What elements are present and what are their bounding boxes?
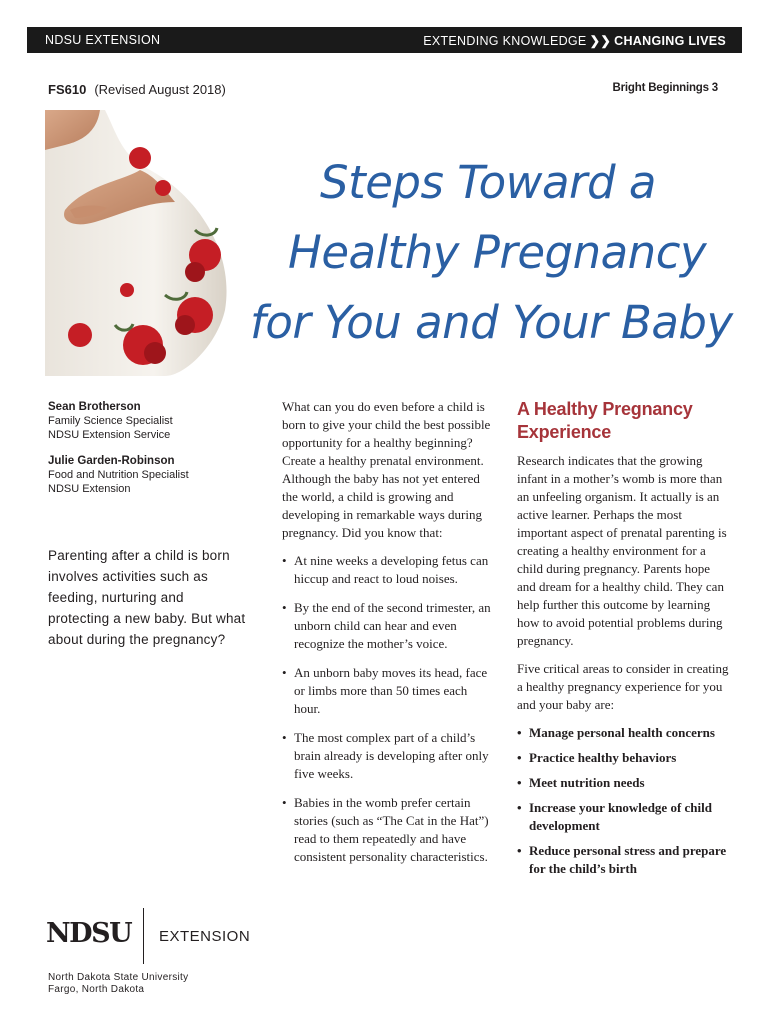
list-item: • By the end of the second trimester, an unborn child can hear and even recognize the mother’s voice. <box>282 599 494 653</box>
author-name: Sean Brotherson <box>48 401 141 413</box>
logo-extension: EXTENSION <box>159 928 251 945</box>
author-org: NDSU Extension Service <box>48 429 171 441</box>
list-item: • Practice healthy behaviors <box>517 749 729 767</box>
section-heading: A Healthy Pregnancy Experience <box>517 399 693 442</box>
tagline-left: EXTENDING KNOWLEDGE <box>423 34 587 48</box>
list-item: • Meet nutrition needs <box>517 774 729 792</box>
list-item: • Babies in the womb prefer certain stories (such as “The Cat in the Hat”) read to them repeatedly and have consistent personality characteristics. <box>282 794 494 866</box>
cover-photo <box>45 110 240 376</box>
list-item: • The most complex part of a child’s brain already is developing after only five weeks. <box>282 729 494 783</box>
university-location: Fargo, North Dakota <box>48 984 145 995</box>
header-bar <box>27 27 742 53</box>
author-org: NDSU Extension <box>48 483 131 495</box>
university-name: North Dakota State University <box>48 972 189 983</box>
areas-list <box>517 724 729 878</box>
title-line-1: Steps Toward a <box>320 156 656 209</box>
series-label: Bright Beginnings 3 <box>612 82 718 94</box>
authors <box>48 400 248 508</box>
pregnant-belly-photo-icon <box>45 110 240 376</box>
pull-quote: Parenting after a child is born involves activities such as feeding, nurturing and protecting a new baby. But what about during the pregnancy? <box>48 548 246 647</box>
author-name: Julie Garden-Robinson <box>48 455 175 467</box>
header-org: NDSU EXTENSION <box>45 33 161 47</box>
intro-column <box>282 398 494 877</box>
author-2 <box>48 454 248 496</box>
ndsu-extension-logo <box>46 908 261 964</box>
facts-list <box>282 552 494 866</box>
publication-code: FS610 <box>48 82 87 97</box>
intro-paragraph: What can you do even before a child is born to give your child the best possible opportunity for a healthy beginning? Create a healthy prenatal environment. Although the baby has not yet entered the world, a child is growing and developing in remarkable ways during pregnancy. Did you know that: <box>282 399 491 540</box>
title-line-3: for You and Your Baby <box>250 296 733 349</box>
footer-address <box>48 972 188 996</box>
header-tagline <box>423 33 726 48</box>
section-column <box>517 398 729 885</box>
list-item: • Reduce personal stress and prepare for the child’s birth <box>517 842 729 878</box>
author-role: Family Science Specialist <box>48 415 173 427</box>
list-item: • Manage personal health concerns <box>517 724 729 742</box>
list-item: • Increase your knowledge of child development <box>517 799 729 835</box>
revised-date: (Revised August 2018) <box>94 82 226 97</box>
title-line-2: Healthy Pregnancy <box>288 226 707 279</box>
list-item: • At nine weeks a developing fetus can hiccup and react to loud noises. <box>282 552 494 588</box>
publication-number <box>48 82 226 97</box>
section-paragraph-1: Research indicates that the growing infant in a mother’s womb is more than an unfeeling organism. It actually is an active learner. Perhaps the most important aspect of prenatal parenting is creating a healthy environment for a child during pregnancy. Parents hope and dream for a healthy child. They can help further this outcome by learning how to avoid potential problems during pregnancy. <box>517 453 727 648</box>
author-role: Food and Nutrition Specialist <box>48 469 189 481</box>
logo-ndsu: NDSU <box>46 918 132 949</box>
list-item: • An unborn baby moves its head, face or limbs more than 50 times each hour. <box>282 664 494 718</box>
tagline-right: CHANGING LIVES <box>614 34 726 48</box>
chevron-icon: ❯❯ <box>589 34 612 48</box>
logo-divider <box>143 908 144 964</box>
section-paragraph-2: Five critical areas to consider in creating a healthy pregnancy experience for you and your baby are: <box>517 661 729 712</box>
author-1 <box>48 400 248 442</box>
